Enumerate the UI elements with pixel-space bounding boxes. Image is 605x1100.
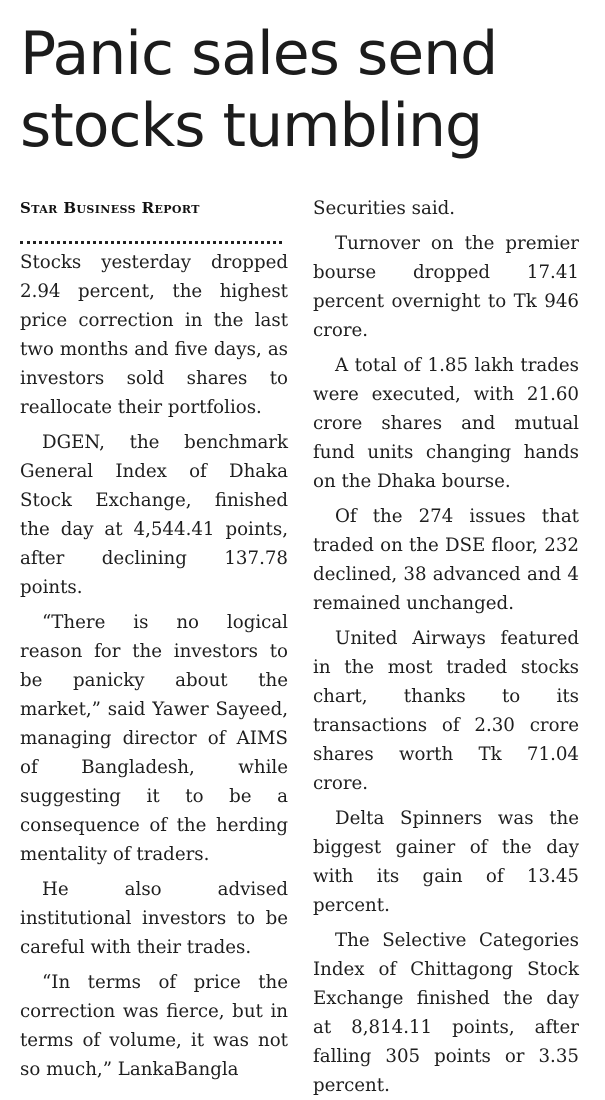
headline bbox=[20, 18, 590, 162]
byline: Star Business Report bbox=[20, 199, 200, 217]
paragraph: The Selective Categories Index of Chittagong Stock Exchange finished the day at 8,814.11 points, after falling 305 points or 3.35 percent. bbox=[313, 930, 579, 1096]
paragraph: Of the 274 issues that traded on the DSE floor, 232 declined, 38 advanced and 4 remained unchanged. bbox=[313, 506, 579, 614]
article-column-right bbox=[313, 194, 579, 1100]
article-column-left bbox=[20, 194, 288, 1084]
paragraph: Delta Spinners was the biggest gainer of the day with its gain of 13.45 percent. bbox=[313, 808, 579, 916]
paragraph: Turnover on the premier bourse dropped 17.41 percent overnight to Tk 946 crore. bbox=[313, 233, 579, 341]
headline-line-1: Panic sales send bbox=[20, 19, 498, 89]
paragraph: Stocks yesterday dropped 2.94 percent, the highest price correction in the last two months and five days, as investors sold shares to reallocate their portfolios. bbox=[20, 252, 288, 418]
byline-divider bbox=[20, 222, 282, 244]
headline-line-2: stocks tumbling bbox=[20, 91, 483, 161]
paragraph: Securities said. bbox=[313, 198, 456, 219]
paragraph: He also advised institutional investors to be careful with their trades. bbox=[20, 879, 288, 958]
paragraph: United Airways featured in the most traded stocks chart, thanks to its transactions of 2.30 crore shares worth Tk 71.04 crore. bbox=[313, 628, 579, 794]
paragraph: “There is no logical reason for the investors to be panicky about the market,” said Yawer Sayeed, managing director of AIMS of Bangladesh, while suggesting it to be a consequence of the herding mentality of traders. bbox=[20, 612, 288, 865]
paragraph: DGEN, the benchmark General Index of Dhaka Stock Exchange, finished the day at 4,544.41 points, after declining 137.78 points. bbox=[20, 432, 288, 598]
paragraph: “In terms of price the correction was fierce, but in terms of volume, it was not so much,” LankaBangla bbox=[20, 972, 288, 1080]
paragraph: A total of 1.85 lakh trades were executed, with 21.60 crore shares and mutual fund units changing hands on the Dhaka bourse. bbox=[313, 355, 579, 492]
